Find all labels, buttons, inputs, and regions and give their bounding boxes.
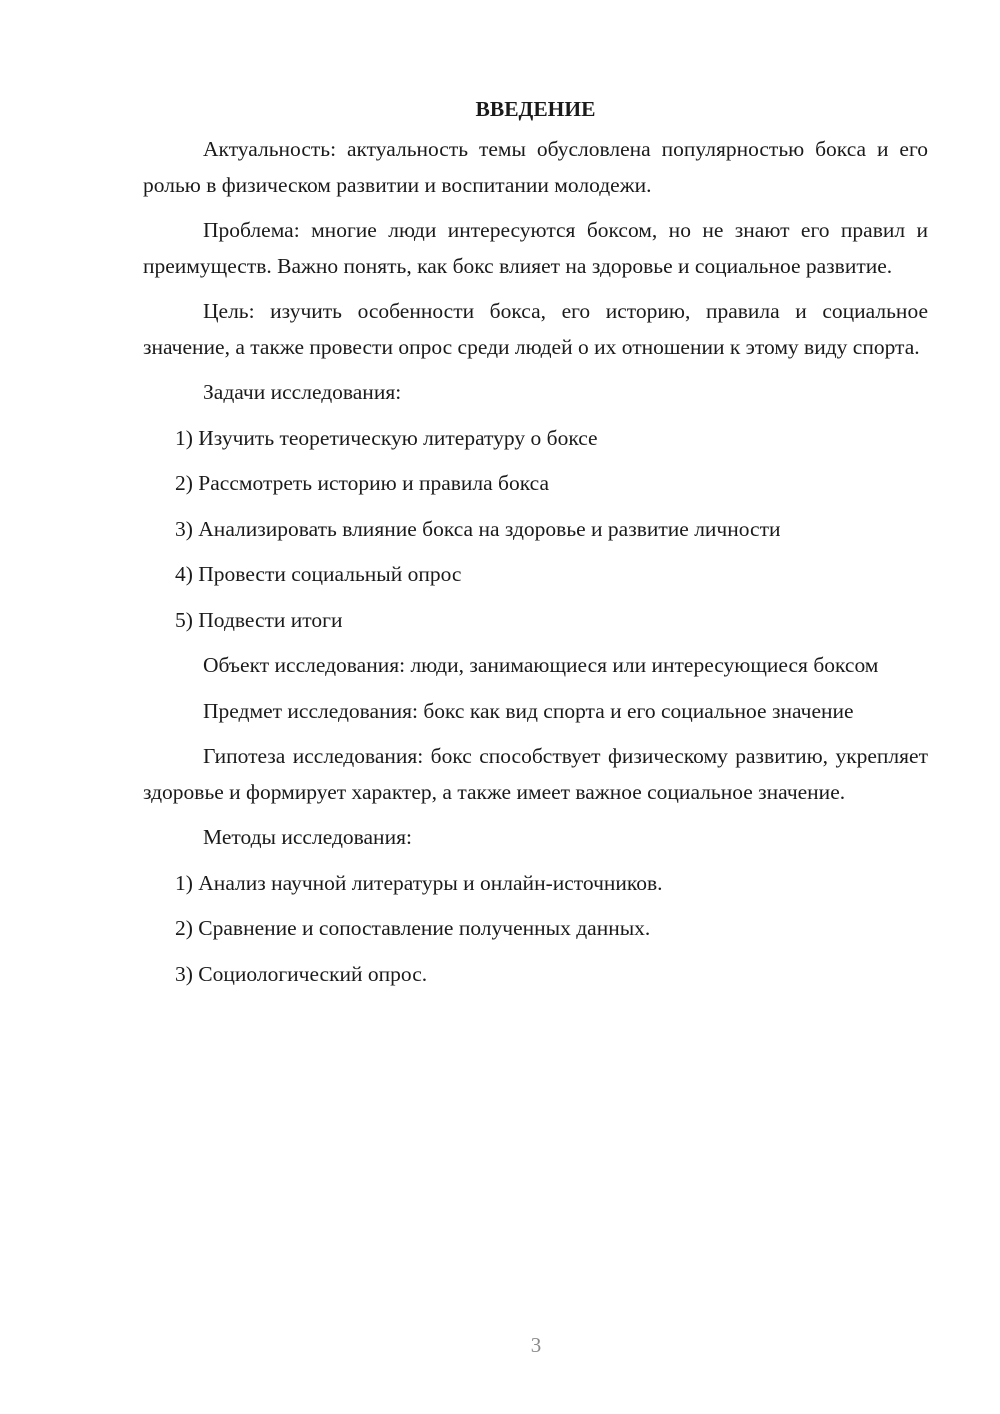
section-title: ВВЕДЕНИЕ <box>475 97 596 121</box>
tasks-list <box>143 421 928 639</box>
relevance-paragraph: Актуальность: актуальность темы обусловлена популярностью бокса и его ролью в физическом развитии и воспитании молодежи. <box>143 137 928 197</box>
tasks-heading: Задачи исследования: <box>203 380 402 404</box>
task-item: 1) Изучить теоретическую литературу о боксе <box>175 425 598 450</box>
page-number: 3 <box>530 1333 542 1357</box>
method-item: 2) Сравнение и сопоставление полученных данных. <box>175 916 651 940</box>
method-item: 1) Анализ научной литературы и онлайн-источников. <box>175 870 663 895</box>
methods-list <box>143 866 928 993</box>
subject-paragraph: Предмет исследования: бокс как вид спорта и его социальное значение <box>203 698 854 723</box>
problem-paragraph: Проблема: многие люди интересуются боксом, но не знают его правил и преимуществ. Важно понять, как бокс влияет на здоровье и социальное развитие. <box>143 218 928 278</box>
task-item: 2) Рассмотреть историю и правила бокса <box>175 471 550 495</box>
hypothesis-paragraph: Гипотеза исследования: бокс способствует физическому развитию, укрепляет здоровье и формирует характер, а также имеет важное социальное значение. <box>143 744 928 804</box>
methods-heading: Методы исследования: <box>203 825 412 849</box>
task-item: 4) Провести социальный опрос <box>175 562 462 586</box>
document-page <box>143 92 928 1002</box>
method-item: 3) Социологический опрос. <box>175 961 428 986</box>
task-item: 5) Подвести итоги <box>175 607 343 632</box>
task-item: 3) Анализировать влияние бокса на здоровье и развитие личности <box>175 516 781 541</box>
goal-paragraph: Цель: изучить особенности бокса, его историю, правила и социальное значение, а также провести опрос среди людей о их отношении к этому виду спорта. <box>143 299 928 359</box>
object-paragraph: Объект исследования: люди, занимающиеся или интересующиеся боксом <box>203 653 879 677</box>
